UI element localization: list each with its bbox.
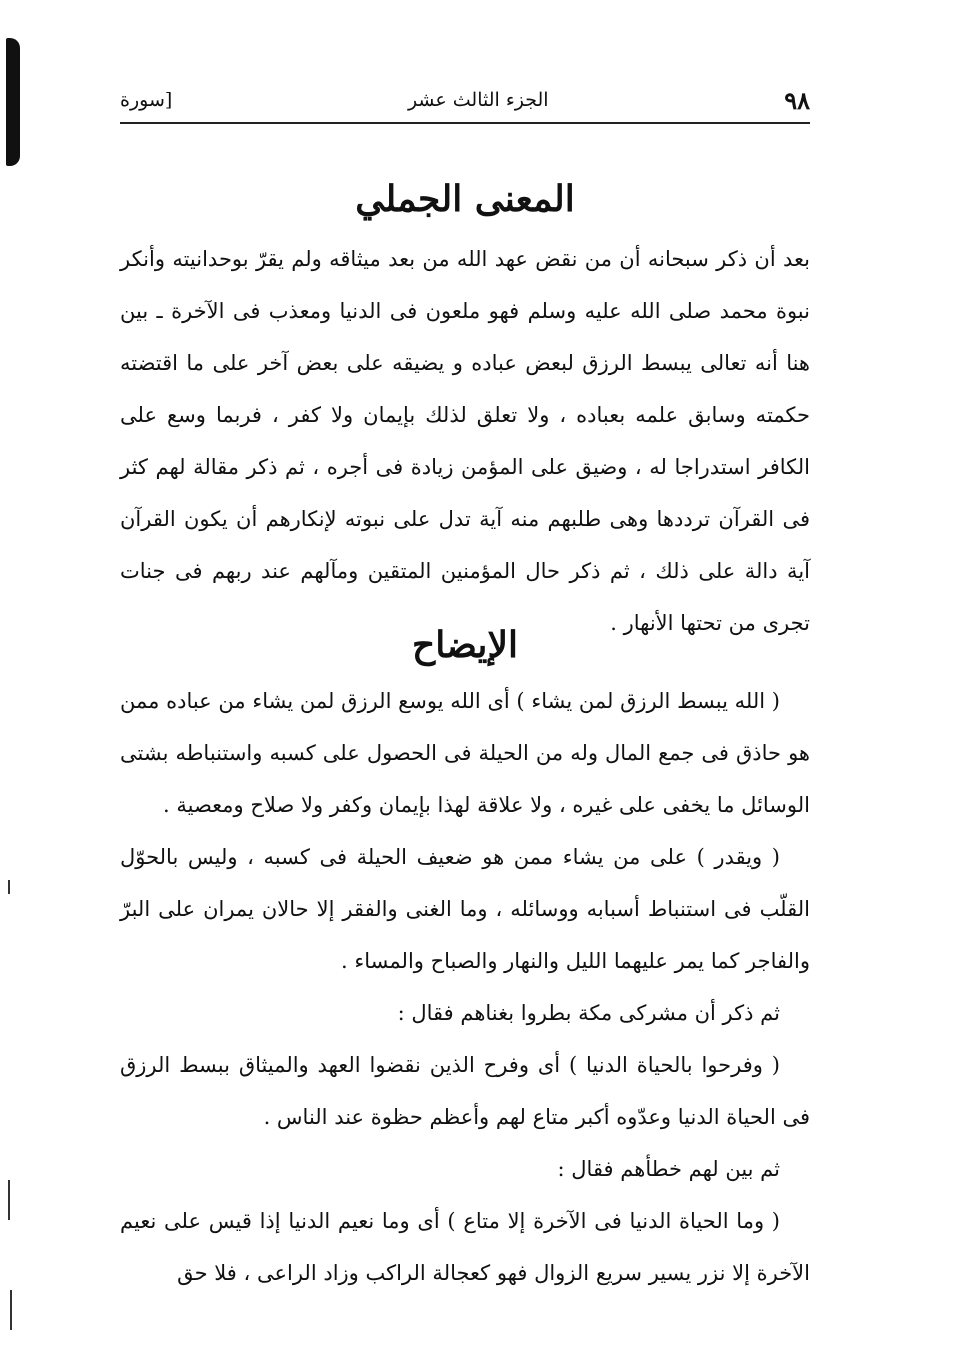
running-title: الجزء الثالث عشر <box>407 89 549 111</box>
book-page <box>120 70 810 1330</box>
page-number: ٩٨ <box>784 85 810 115</box>
header-rule <box>120 122 810 124</box>
paragraph: ( ويقدر ) على من يشاء ممن هو ضعيف الحيلة فى كسبه ، وليس بالحوّل القلّب فى استنباط أسبابه ووسائله ، وما الغنى والفقر إلا حالان يمران على البرّ والفاجر كما يمر عليهما الليل والنهار والصباح والمساء . <box>120 844 810 973</box>
paragraph: ( وما الحياة الدنيا فى الآخرة إلا متاع ) أى وما نعيم الدنيا إذا قيس على نعيم الآخرة إلا نزر يسير سريع الزوال فهو كعجالة الراكب وزاد الراعى ، فلا حق <box>120 1208 810 1285</box>
section-meaning <box>120 176 810 649</box>
surah-label: [سورة <box>120 89 173 111</box>
section-title: الإيضاح <box>412 624 518 666</box>
scan-speck <box>8 1180 10 1220</box>
page-header <box>120 82 810 118</box>
scan-speck <box>8 880 10 894</box>
scan-edge-mark <box>6 38 20 166</box>
paragraph: ( وفرحوا بالحياة الدنيا ) أى وفرح الذين نقضوا العهد والميثاق ببسط الرزق فى الحياة الدنيا وعدّوه أكبر متاع لهم وأعظم حظوة عند الناس . <box>120 1052 810 1129</box>
scan-speck <box>10 1290 12 1330</box>
paragraph: ثم ذكر أن مشركى مكة بطروا بغناهم فقال : <box>397 1000 780 1025</box>
paragraph: ( الله يبسط الرزق لمن يشاء ) أى الله يوسع الرزق لمن يشاء من عباده ممن هو حاذق فى جمع المال وله من الحيلة فى الحصول على كسبه واستنباطه بشتى الوسائل ما يخفى على غيره ، ولا علاقة لهذا بإيمان وكفر ولا صلاح ومعصية . <box>120 688 810 817</box>
paragraph: ثم بين لهم خطأهم فقال : <box>557 1156 780 1181</box>
section-explanation <box>120 622 810 1299</box>
section-title: المعنى الجملي <box>355 178 575 220</box>
paragraph: بعد أن ذكر سبحانه أن من نقض عهد الله من بعد ميثاقه ولم يقرّ بوحدانيته وأنكر نبوة محمد صلى الله عليه وسلم فهو ملعون فى الدنيا ومعذب فى الآخرة ـ بين هنا أنه تعالى يبسط الرزق لبعض عباده و يضيقه على بعض آخر على ما اقتضته حكمته وسابق علمه بعباده ، ولا تعلق لذلك بإيمان ولا كفر ، فربما وسع على الكافر استدراجا له ، وضيق على المؤمن زيادة فى أجره ، ثم ذكر مقالة لهم كثر فى القرآن ترددها وهى طلبهم منه آية تدل على نبوته لإنكارهم أن يكون القرآن آية دالة على ذلك ، ثم ذكر حال المؤمنين المتقين ومآلهم عند ربهم فى جنات تجرى من تحتها الأنهار . <box>120 246 810 635</box>
